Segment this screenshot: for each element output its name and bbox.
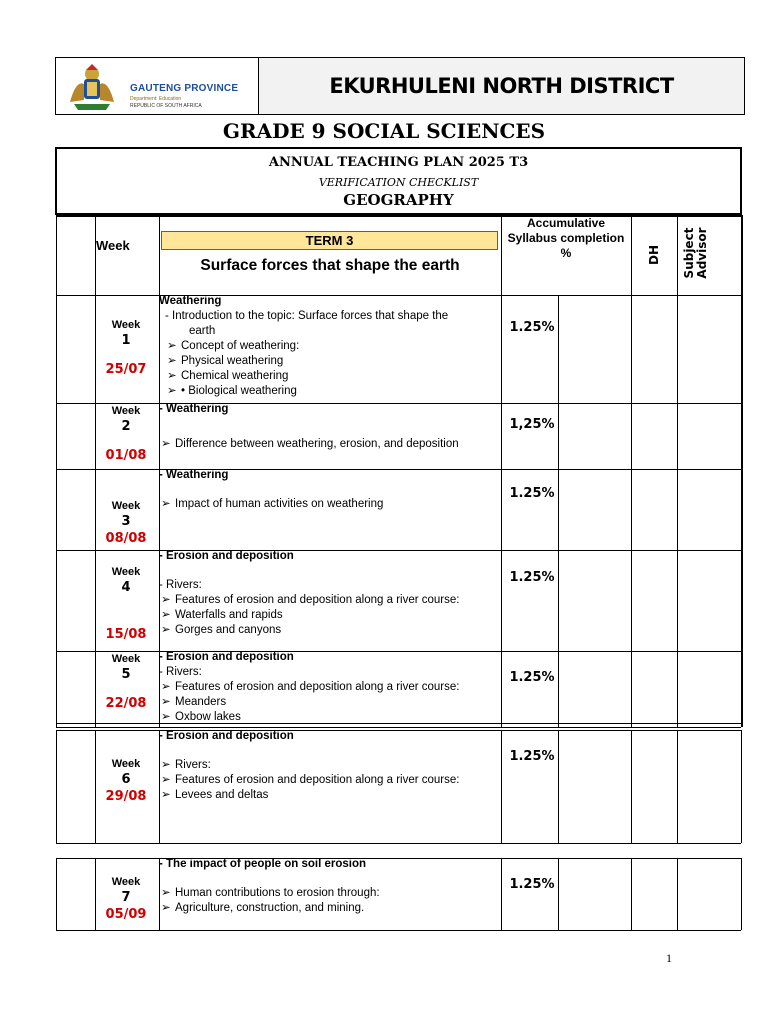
content-text: Physical weathering: [181, 355, 284, 367]
header-dh: DH: [647, 245, 661, 266]
grid-line: [56, 215, 741, 216]
week-date: 25/07: [105, 362, 147, 377]
content-text: Levees and deltas: [175, 789, 269, 801]
content-heading: Weathering: [159, 295, 222, 307]
arrow-bullet-icon: ➢: [161, 609, 171, 621]
content-text: - Introduction to the topic: Surface forces that shape the: [165, 310, 449, 322]
content-cell: [159, 729, 499, 803]
week-date: 15/08: [105, 627, 147, 642]
grid-line: [631, 730, 632, 843]
week-number: 1: [121, 333, 131, 348]
week-cell: [95, 499, 157, 547]
week-number: 3: [121, 514, 131, 529]
grid-line: [558, 295, 559, 727]
content-text: Impact of human activities on weathering: [175, 498, 384, 510]
arrow-bullet-icon: ➢: [161, 696, 171, 708]
grid-line: [741, 858, 742, 930]
content-line: [159, 695, 499, 710]
grid-line: [558, 730, 559, 843]
content-text: Features of erosion and deposition along a river course:: [175, 774, 460, 786]
content-heading: - Weathering: [159, 469, 229, 481]
grid-line: [501, 730, 502, 843]
week-label: Week: [111, 653, 141, 665]
content-text: Waterfalls and rapids: [175, 609, 283, 621]
header-advisor-line2: Advisor: [695, 227, 709, 279]
completion-percent: 1.25%: [509, 749, 555, 764]
arrow-bullet-icon: ➢: [161, 789, 171, 801]
week-number: 5: [121, 667, 131, 682]
completion-percent: 1.25%: [509, 320, 555, 335]
content-line: [159, 710, 499, 725]
content-line: [159, 309, 499, 324]
content-text: Features of erosion and deposition along a river course:: [175, 681, 460, 693]
plan-subtitle: VERIFICATION CHECKLIST: [318, 176, 479, 189]
week-number: 7: [121, 890, 131, 905]
content-text: earth: [189, 325, 216, 337]
arrow-bullet-icon: ➢: [161, 902, 171, 914]
arrow-bullet-icon: ➢: [161, 681, 171, 693]
grid-line: [56, 727, 741, 728]
week-label: Week: [111, 319, 141, 331]
content-line: [159, 901, 499, 916]
completion-percent: 1.25%: [509, 877, 555, 892]
content-heading: - Erosion and deposition: [159, 550, 294, 562]
content-line: [159, 437, 499, 452]
week-cell: [95, 318, 157, 378]
arrow-bullet-icon: ➢: [161, 711, 171, 723]
content-text: Features of erosion and deposition along a river course:: [175, 594, 460, 606]
header-advisor-line1: Subject: [682, 227, 696, 279]
week-label: Week: [111, 405, 141, 417]
content-heading: - Erosion and deposition: [159, 651, 294, 663]
week-cell: [95, 652, 157, 712]
content-heading: - The impact of people on soil erosion: [159, 858, 367, 870]
district-title: EKURHULENI NORTH DISTRICT: [329, 74, 674, 98]
coat-of-arms-icon: [62, 62, 122, 112]
grid-line: [56, 843, 741, 844]
week-label: Week: [111, 758, 141, 770]
content-line: [159, 354, 499, 369]
plan-box: [55, 147, 742, 215]
arrow-bullet-icon: ➢: [167, 385, 177, 397]
page-number: 1: [666, 951, 672, 965]
header-accumulative: Accumulative Syllabus completion %: [507, 216, 625, 260]
week-cell: [95, 757, 157, 805]
week-cell: [95, 875, 157, 923]
district-cell: [259, 58, 744, 114]
content-line: [159, 788, 499, 803]
logo-org-name: GAUTENG PROVINCE: [130, 83, 239, 94]
arrow-bullet-icon: ➢: [167, 370, 177, 382]
content-line: [159, 578, 499, 593]
arrow-bullet-icon: ➢: [161, 594, 171, 606]
week-date: 01/08: [105, 448, 147, 463]
week-cell: [95, 404, 157, 464]
content-text: Rivers:: [175, 759, 211, 771]
content-cell: [159, 650, 499, 725]
arrow-bullet-icon: ➢: [161, 438, 171, 450]
arrow-bullet-icon: ➢: [161, 887, 171, 899]
content-text: Concept of weathering:: [181, 340, 300, 352]
arrow-bullet-icon: ➢: [161, 498, 171, 510]
logo-cell: [56, 58, 259, 114]
plan-subject: GEOGRAPHY: [343, 191, 454, 209]
grid-line: [501, 858, 502, 930]
content-line: [159, 758, 499, 773]
header-week: Week: [96, 238, 130, 253]
week-number: 6: [121, 772, 131, 787]
completion-percent: 1.25%: [509, 670, 555, 685]
grid-line: [742, 215, 743, 727]
week-date: 29/08: [105, 789, 147, 804]
content-text: - Rivers:: [159, 666, 202, 678]
arrow-bullet-icon: ➢: [167, 355, 177, 367]
week-number: 4: [121, 580, 131, 595]
content-text: Human contributions to erosion through:: [175, 887, 380, 899]
plan-title: ANNUAL TEACHING PLAN 2025 T3: [268, 155, 529, 170]
content-text: Chemical weathering: [181, 370, 289, 382]
content-text: - Rivers:: [159, 579, 202, 591]
content-cell: [159, 468, 499, 512]
grid-line: [56, 930, 741, 931]
arrow-bullet-icon: ➢: [161, 624, 171, 636]
logo-dept: Department: Education: [130, 96, 182, 102]
week-label: Week: [111, 566, 141, 578]
content-line: [159, 497, 499, 512]
week-label: Week: [111, 876, 141, 888]
content-line: [159, 623, 499, 638]
content-text: Gorges and canyons: [175, 624, 282, 636]
content-heading: - Erosion and deposition: [159, 730, 294, 742]
grid-line: [558, 858, 559, 930]
week-date: 08/08: [105, 531, 147, 546]
content-line: [159, 593, 499, 608]
content-text: Oxbow lakes: [175, 711, 241, 723]
week-number: 2: [121, 419, 131, 434]
header-subject-advisor: [683, 225, 709, 281]
content-line: [159, 773, 499, 788]
grid-line: [677, 858, 678, 930]
grid-line: [741, 730, 742, 843]
week-label: Week: [111, 500, 141, 512]
grid-line: [631, 858, 632, 930]
content-line: [159, 324, 499, 339]
arrow-bullet-icon: ➢: [161, 774, 171, 786]
content-text: • Biological weathering: [181, 385, 297, 397]
content-cell: [159, 294, 499, 399]
content-line: [159, 680, 499, 695]
content-text: Difference between weathering, erosion, and deposition: [175, 438, 459, 450]
completion-percent: 1.25%: [509, 486, 555, 501]
week-date: 22/08: [105, 696, 147, 711]
grid-line: [56, 730, 57, 843]
logo-country: REPUBLIC OF SOUTH AFRICA: [130, 103, 202, 109]
letterhead: [55, 57, 745, 115]
grid-line: [677, 730, 678, 843]
content-line: [159, 339, 499, 354]
topic-title: Surface forces that shape the earth: [200, 257, 460, 274]
grid-line: [56, 858, 57, 930]
content-heading: - Weathering: [159, 403, 229, 415]
completion-percent: 1,25%: [509, 417, 555, 432]
week-date: 05/09: [105, 907, 147, 922]
content-cell: [159, 857, 499, 916]
content-text: Meanders: [175, 696, 227, 708]
arrow-bullet-icon: ➢: [167, 340, 177, 352]
content-line: [159, 886, 499, 901]
content-cell: [159, 402, 499, 452]
document-title: GRADE 9 SOCIAL SCIENCES: [222, 119, 546, 143]
term-label: TERM 3: [161, 231, 498, 250]
arrow-bullet-icon: ➢: [161, 759, 171, 771]
content-cell: [159, 549, 499, 638]
content-line: [159, 608, 499, 623]
content-line: [159, 369, 499, 384]
content-line: [159, 665, 499, 680]
completion-percent: 1.25%: [509, 570, 555, 585]
content-text: Agriculture, construction, and mining.: [175, 902, 365, 914]
content-line: [159, 384, 499, 399]
week-cell: [95, 565, 157, 643]
